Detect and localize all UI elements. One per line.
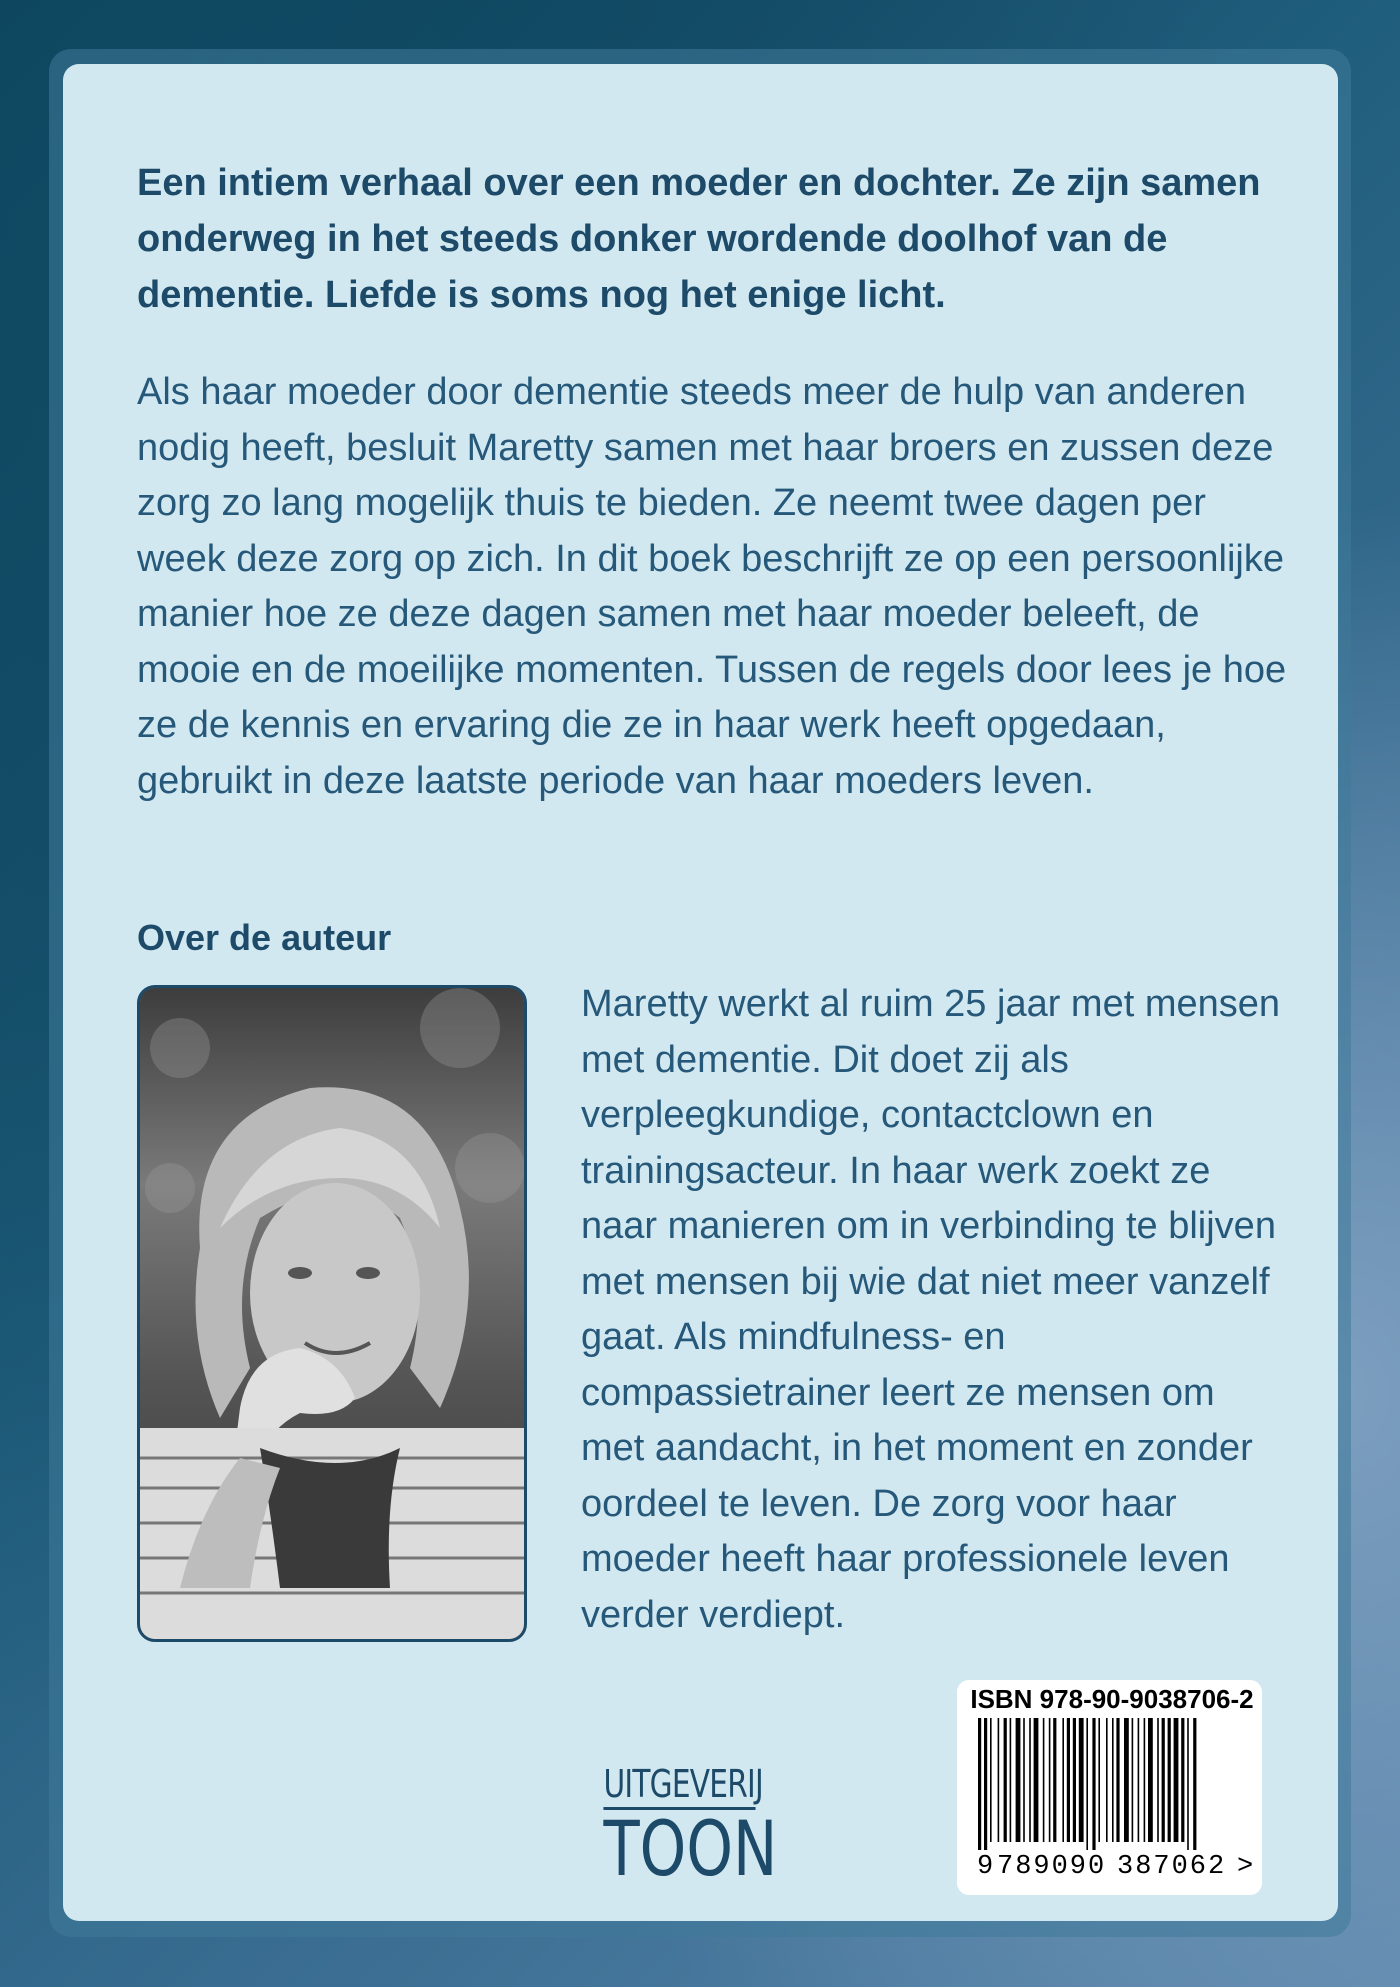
isbn-group-1: 789090 — [997, 1852, 1107, 1882]
barcode-bar — [1116, 1718, 1119, 1842]
barcode-bar — [1023, 1718, 1025, 1842]
barcode-bar — [1079, 1718, 1084, 1842]
barcode-bar — [1187, 1718, 1189, 1850]
isbn-group-2: 387062 — [1117, 1852, 1227, 1882]
barcode-bar — [1067, 1718, 1070, 1842]
barcode-bar — [1092, 1718, 1095, 1850]
barcode-bars — [978, 1718, 1242, 1850]
barcode-bar — [1004, 1718, 1007, 1842]
intro-paragraph: Een intiem verhaal over een moeder en dochter. Ze zijn samen onderweg in het steeds donker wordende doolhof van de dementie. Liefde is soms nog het enige licht. — [137, 162, 1261, 316]
barcode-bar — [1086, 1718, 1088, 1850]
barcode-bar — [1138, 1718, 1140, 1842]
isbn-barcode — [957, 1680, 1262, 1895]
barcode-bar — [1062, 1718, 1064, 1842]
barcode-bar — [978, 1718, 981, 1850]
barcode-bar — [1010, 1718, 1012, 1842]
barcode-bar — [984, 1718, 987, 1850]
publisher-logo-line2: TOON — [603, 1804, 778, 1893]
barcode-bar — [1124, 1718, 1129, 1842]
barcode-bar — [1034, 1718, 1039, 1842]
description-paragraph: Als haar moeder door dementie steeds meer de hulp van anderen nodig heeft, besluit Maretty samen met haar broers en zussen deze zorg zo lang mogelijk thuis te bieden. Ze neemt twee dagen per week deze zorg op zich. In dit boek beschrijft ze op een persoonlijke manier hoe ze deze dagen samen met haar moeder beleeft, de mooie en de moeilijke momenten. Tussen de regels door lees je hoe ze de kennis en ervaring die ze in haar werk heeft opgedaan, gebruikt in deze laatste periode van haar moeders leven. — [137, 371, 1287, 802]
barcode-bar — [1106, 1718, 1108, 1842]
publisher-logo-line1: UITGEVERIJ — [603, 1762, 755, 1810]
barcode-bar — [1144, 1718, 1146, 1842]
author-heading: Over de auteur — [137, 917, 392, 958]
barcode-bar — [1193, 1718, 1196, 1850]
barcode-bar — [1168, 1718, 1171, 1842]
author-photo — [137, 985, 527, 1642]
barcode-bar — [1029, 1718, 1031, 1842]
barcode-bar — [1043, 1718, 1045, 1842]
barcode-bar — [1112, 1718, 1114, 1842]
isbn-first-digit: 9 — [977, 1852, 994, 1882]
barcode-bar — [1053, 1718, 1056, 1842]
barcode-bar — [1016, 1718, 1021, 1842]
barcode-bar — [1132, 1718, 1134, 1842]
barcode-bar — [1181, 1718, 1184, 1842]
barcode-bar — [1162, 1718, 1165, 1842]
isbn-arrow: > — [1237, 1852, 1254, 1882]
isbn-label: ISBN 978-90-9038706-2 — [970, 1684, 1254, 1714]
author-bio: Maretty werkt al ruim 25 jaar met mensen met dementie. Dit doet zij als verpleegkundige, contactclown en trainingsacteur. In haar werk zoekt ze naar manieren om in verbinding te blijven met mensen bij wie dat niet meer vanzelf gaat. Als mindfulness- en compassietrainer leert ze mensen om met aandacht, in het moment en zonder oordeel te leven. De zorg voor haar moeder heeft haar professionele leven verder verdiept. — [581, 983, 1281, 1636]
barcode-bar — [1148, 1718, 1153, 1842]
barcode-bar — [1174, 1718, 1179, 1842]
barcode-bar — [1073, 1718, 1076, 1842]
author-portrait-image — [140, 988, 524, 1639]
barcode-bar — [1098, 1718, 1100, 1842]
publisher-logo — [582, 1762, 777, 1902]
barcode-bar — [990, 1718, 992, 1842]
barcode-bar — [1049, 1718, 1051, 1842]
barcode-bar — [1157, 1718, 1159, 1842]
barcode-bar — [998, 1718, 1000, 1842]
